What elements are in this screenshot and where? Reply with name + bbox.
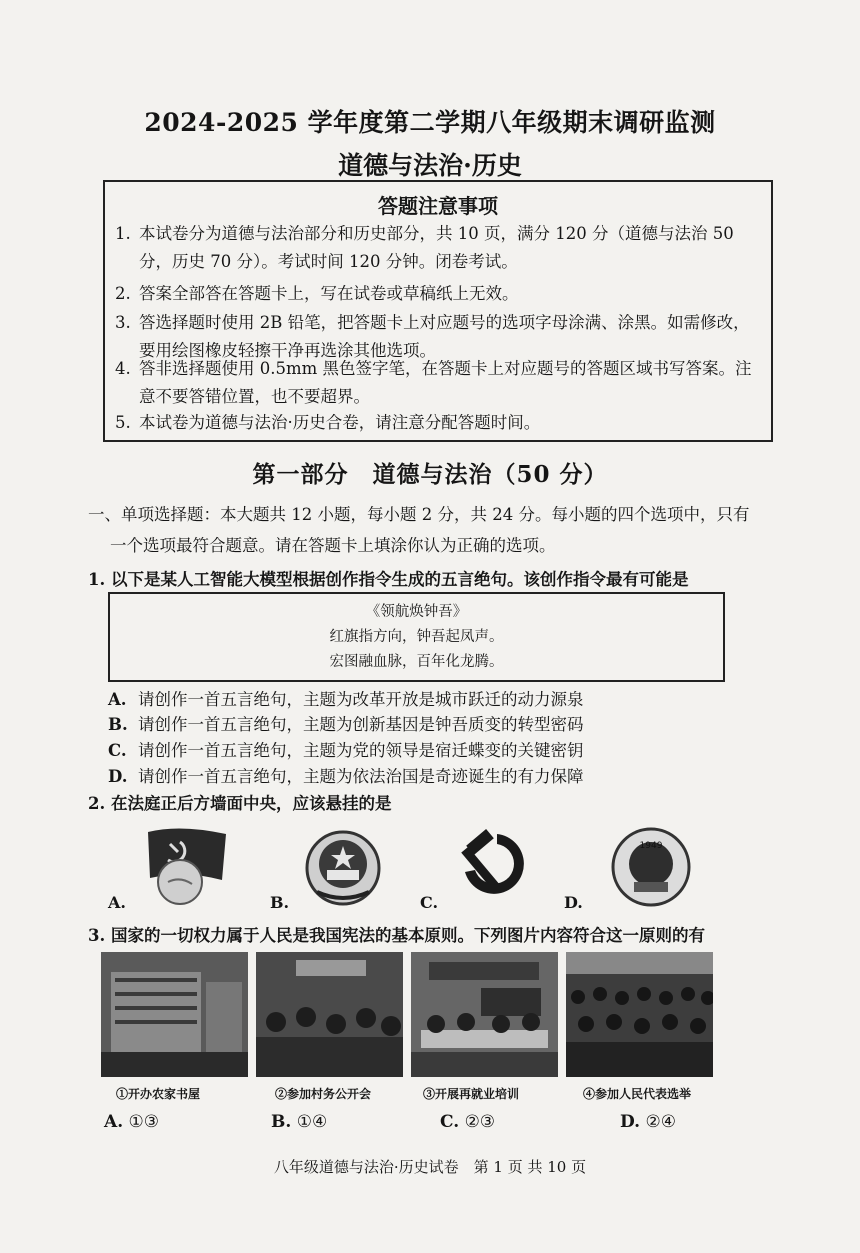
poem-title: 《领航焕钟吾》: [365, 604, 468, 620]
notice-box: [103, 180, 773, 442]
photo-library: [101, 952, 248, 1077]
photo-village-meeting: [256, 952, 403, 1077]
q3-option-c[interactable]: C. ②③: [440, 1112, 496, 1132]
caption-4: ④参加人民代表选举: [583, 1087, 692, 1101]
q3-option-d[interactable]: D. ②④: [620, 1112, 676, 1132]
notice-item-5: 5. 本试卷为道德与法治·历史合卷，请注意分配答题时间。: [115, 413, 541, 432]
q2-label-d[interactable]: D.: [564, 893, 583, 912]
q2-label-c[interactable]: C.: [420, 893, 439, 912]
section-title: 第一部分 道德与法治（50 分）: [252, 461, 608, 488]
q1-option-c[interactable]: C. 请创作一首五言绝句，主题为党的领导是宿迁蝶变的关键密钥: [108, 741, 584, 760]
notice-item-4: 4. 答非选择题使用 0.5mm 黑色签字笔，在答题卡上对应题号的答题区域书写答案。注意不要答错位置，也不要超界。: [115, 359, 752, 406]
caption-1: ①开办农家书屋: [116, 1087, 201, 1101]
poem-box: [108, 592, 725, 682]
q1-option-b[interactable]: B. 请创作一首五言绝句，主题为创新基因是钟吾质变的转型密码: [108, 715, 584, 734]
cppcc-emblem-icon[interactable]: [610, 826, 692, 908]
q2-label-b[interactable]: B.: [270, 893, 290, 912]
q2-label-a[interactable]: A.: [108, 893, 126, 912]
q3-option-a[interactable]: A. ①③: [104, 1112, 159, 1132]
page-footer: 八年级道德与法治·历史试卷 第 1 页 共 10 页: [273, 1158, 587, 1176]
emblem-year-text: 1949: [639, 841, 663, 851]
photo-election: [566, 952, 713, 1077]
q1-option-d[interactable]: D. 请创作一首五言绝句，主题为依法治国是奇迹诞生的有力保障: [108, 767, 584, 786]
exam-subtitle: 道德与法治·历史: [338, 151, 522, 180]
question-2-stem: 2. 在法庭正后方墙面中央，应该悬挂的是: [88, 794, 392, 813]
notice-heading: 答题注意事项: [378, 194, 498, 218]
instructions-line-2: 一个选项最符合题意。请在答题卡上填涂你认为正确的选项。: [110, 536, 556, 555]
notice-item-3: 3. 答选择题时使用 2B 铅笔，把答题卡上对应题号的选项字母涂满、涂黑。如需修改，要用绘图橡皮轻擦干净再选涂其他选项。: [115, 313, 750, 360]
question-3-stem: 3. 国家的一切权力属于人民是我国宪法的基本原则。下列图片内容符合这一原则的有: [88, 926, 705, 945]
q1-option-a[interactable]: A. 请创作一首五言绝句，主题为改革开放是城市跃迁的动力源泉: [108, 690, 584, 709]
photo-training: [411, 952, 558, 1077]
notice-item-2: 2. 答案全部答在答题卡上，写在试卷或草稿纸上无效。: [115, 284, 519, 303]
instructions-line-1: 一、单项选择题：本大题共 12 小题，每小题 2 分，共 24 分。每小题的四个选项中，只有: [88, 505, 750, 524]
exam-title: 2024-2025 学年度第二学期八年级期末调研监测: [144, 108, 716, 137]
q3-option-b[interactable]: B. ①④: [271, 1112, 328, 1132]
poem-line-1: 红旗指方向，钟吾起凤声。: [329, 629, 504, 645]
hammer-sickle-icon[interactable]: [453, 826, 533, 906]
national-emblem-icon[interactable]: [303, 828, 383, 908]
question-1-stem: 1. 以下是某人工智能大模型根据创作指令生成的五言绝句。该创作指令最有可能是: [88, 570, 689, 589]
caption-3: ③开展再就业培训: [423, 1087, 520, 1101]
poem-line-2: 宏图融血脉，百年化龙腾。: [329, 654, 504, 670]
party-flag-icon[interactable]: [140, 822, 235, 907]
caption-2: ②参加村务公开会: [275, 1087, 372, 1101]
notice-item-1: 1. 本试卷分为道德与法治部分和历史部分，共 10 页，满分 120 分（道德与法治 50 分，历史 70 分）。考试时间 120 分钟。闭卷考试。: [115, 224, 734, 271]
